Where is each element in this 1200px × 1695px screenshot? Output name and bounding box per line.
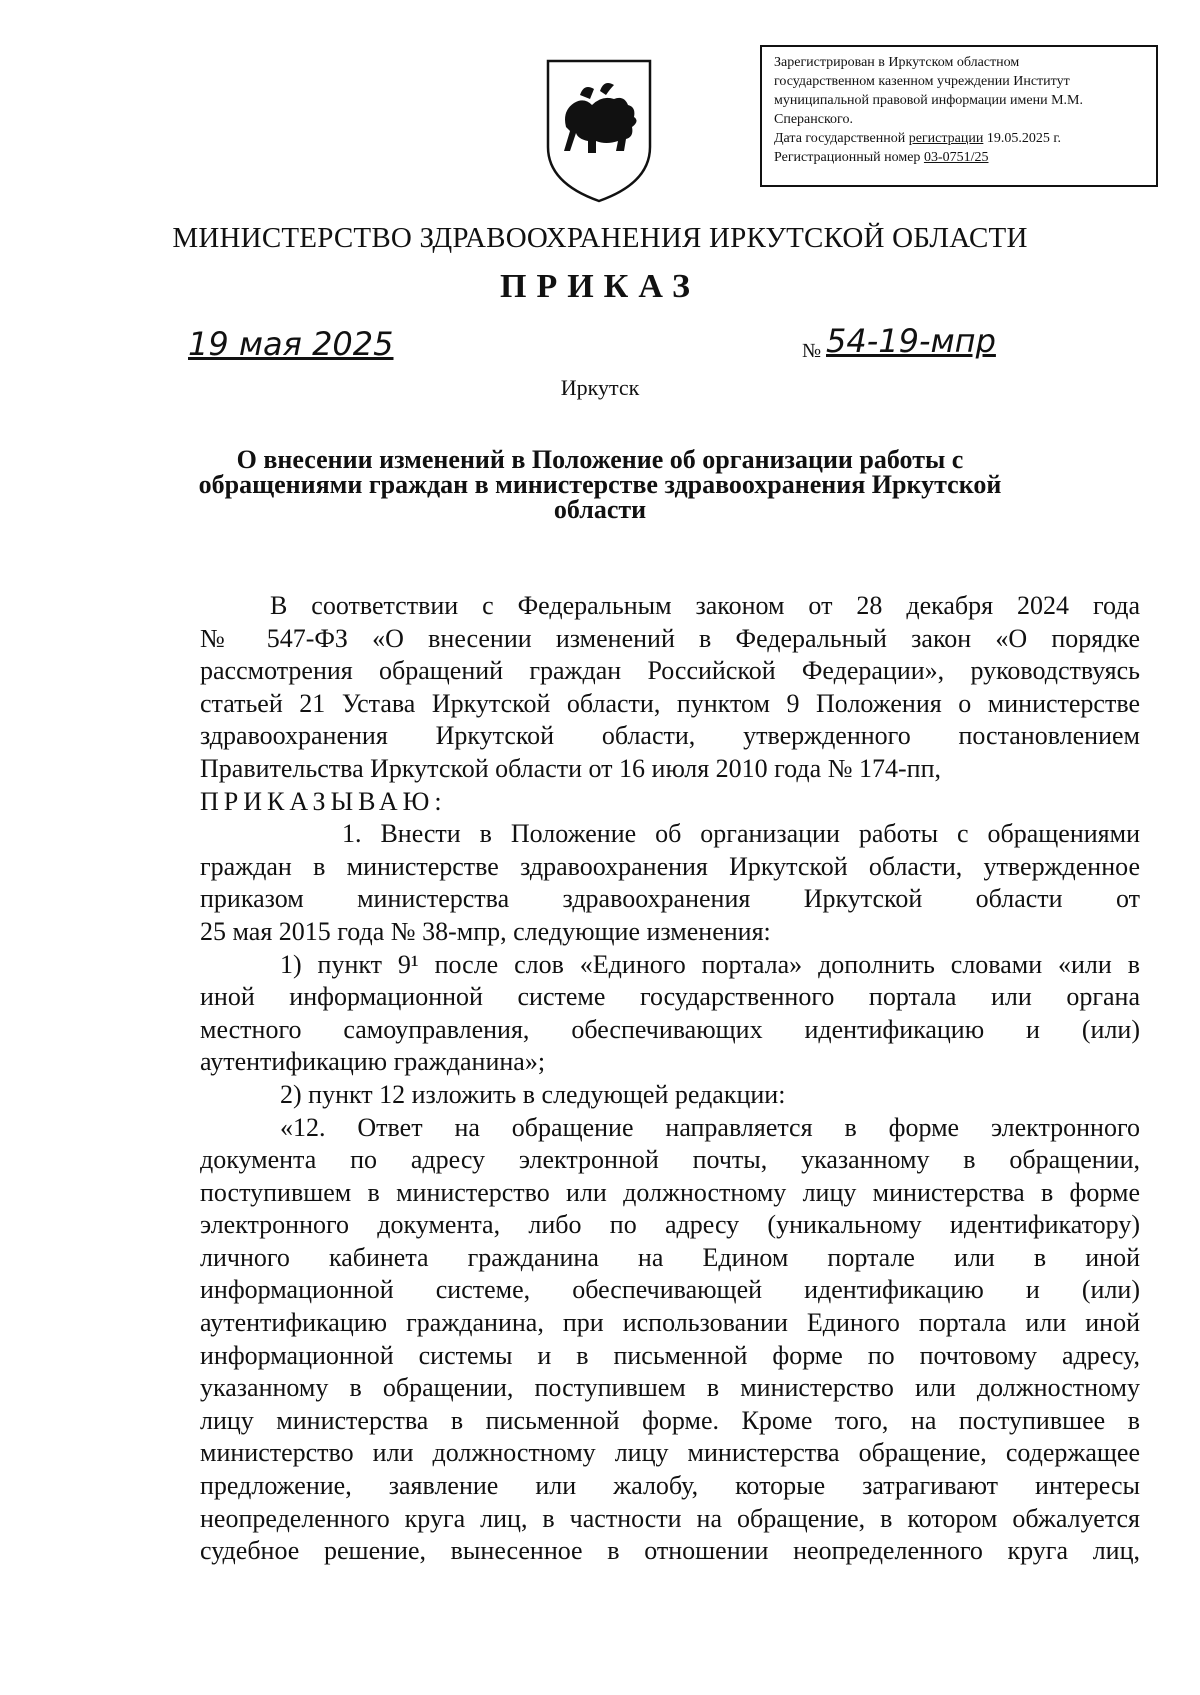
body-line: судебное решение, вынесенное в отношении неопределенного круга лиц,: [200, 1536, 1140, 1566]
body-line: личного кабинета гражданина на Едином портале или в иной: [200, 1242, 1140, 1272]
order-number-handwritten: 54-19-мпр: [826, 322, 996, 360]
body-line: документа по адресу электронной почты, указанному в обращении,: [200, 1145, 1140, 1175]
body-line: статьей 21 Устава Иркутской области, пунктом 9 Положения о министерстве: [200, 688, 1140, 718]
body-line: «12. Ответ на обращение направляется в форме электронного: [280, 1112, 1140, 1142]
registration-number-value: 03-0751/25: [923, 150, 989, 165]
registration-line: Зарегистрирован в Иркутском областном: [774, 55, 1020, 70]
body-line: поступившем в министерство или должностному лицу министерства в форме: [200, 1177, 1140, 1207]
body-line: 1) пункт 9¹ после слов «Единого портала» дополнить словами «или в: [280, 949, 1140, 979]
body-line: аутентификацию гражданина, при использовании Единого портала или иной: [200, 1308, 1140, 1338]
body-line: министерство или должностному лицу министерства обращение, содержащее: [200, 1438, 1140, 1468]
body-line: 1. Внести в Положение об организации работы с обращениями: [342, 819, 1140, 849]
registration-date-label-underlined: регистрации: [908, 131, 984, 146]
coat-of-arms-icon: [540, 55, 658, 205]
registration-line: государственном казенном учреждении Институт: [774, 74, 1070, 89]
body-line: Правительства Иркутской области от 16 июля 2010 года № 174-пп,: [200, 753, 941, 783]
registration-line: муниципальной правовой информации имени М.М.: [774, 93, 1083, 108]
registration-stamp: [760, 45, 1158, 187]
document-body: [200, 590, 1140, 1568]
body-line: В соответствии с Федеральным законом от 28 декабря 2024 года: [270, 591, 1140, 620]
body-line: местного самоуправления, обеспечивающих идентификацию и (или): [200, 1014, 1140, 1044]
body-line: неопределенного круга лиц, в частности на обращение, в котором обжалуется: [200, 1503, 1140, 1533]
order-date-handwritten: 19 мая 2025: [188, 325, 394, 363]
body-line: предложение, заявление или жалобу, которые затрагивают интересы: [200, 1471, 1140, 1501]
body-line: № 547-ФЗ «О внесении изменений в Федеральный закон «О порядке: [200, 623, 1140, 653]
registration-line: Сперанского.: [774, 112, 853, 127]
document-title: О внесении изменений в Положение об организации работы с обращениями граждан в министерстве здравоохранения Иркутской области: [198, 445, 1002, 524]
body-line: 2) пункт 12 изложить в следующей редакции:: [280, 1079, 786, 1109]
body-line: электронного документа, либо по адресу (уникальному идентификатору): [200, 1210, 1140, 1240]
document-type: ПРИКАЗ: [500, 268, 700, 305]
number-sign: №: [802, 340, 822, 362]
ministry-name: МИНИСТЕРСТВО ЗДРАВООХРАНЕНИЯ ИРКУТСКОЙ ОБЛАСТИ: [172, 222, 1028, 254]
registration-date-value: 19.05.2025 г.: [986, 131, 1062, 146]
body-line: информационной системы и в письменной форме по почтовому адресу,: [200, 1340, 1140, 1370]
registration-number-label: Регистрационный номер: [774, 150, 921, 165]
body-line: 25 мая 2015 года № 38-мпр, следующие изменения:: [200, 916, 771, 946]
body-line: граждан в министерстве здравоохранения Иркутской области, утвержденное: [200, 851, 1140, 881]
registration-number-row: [774, 148, 1148, 167]
body-line: аутентификацию гражданина»;: [200, 1047, 546, 1077]
body-line: лицу министерства в письменной форме. Кроме того, на поступившее в: [200, 1405, 1140, 1435]
body-line: здравоохранения Иркутской области, утвержденного постановлением: [200, 721, 1140, 751]
body-line: информационной системе, обеспечивающей идентификацию и (или): [200, 1275, 1140, 1305]
body-line: иной информационной системе государственного портала или органа: [200, 982, 1140, 1012]
body-line: рассмотрения обращений граждан Российской Федерации», руководствуясь: [200, 656, 1140, 686]
city: Иркутск: [560, 375, 640, 400]
body-line: приказом министерства здравоохранения Иркутской области от: [200, 884, 1140, 914]
registration-date-row: [774, 129, 1148, 148]
registration-date-label: Дата государственной: [774, 131, 906, 146]
body-line: указанному в обращении, поступившем в министерство или должностному: [200, 1373, 1140, 1403]
body-line-decree: ПРИКАЗЫВАЮ:: [200, 786, 447, 816]
